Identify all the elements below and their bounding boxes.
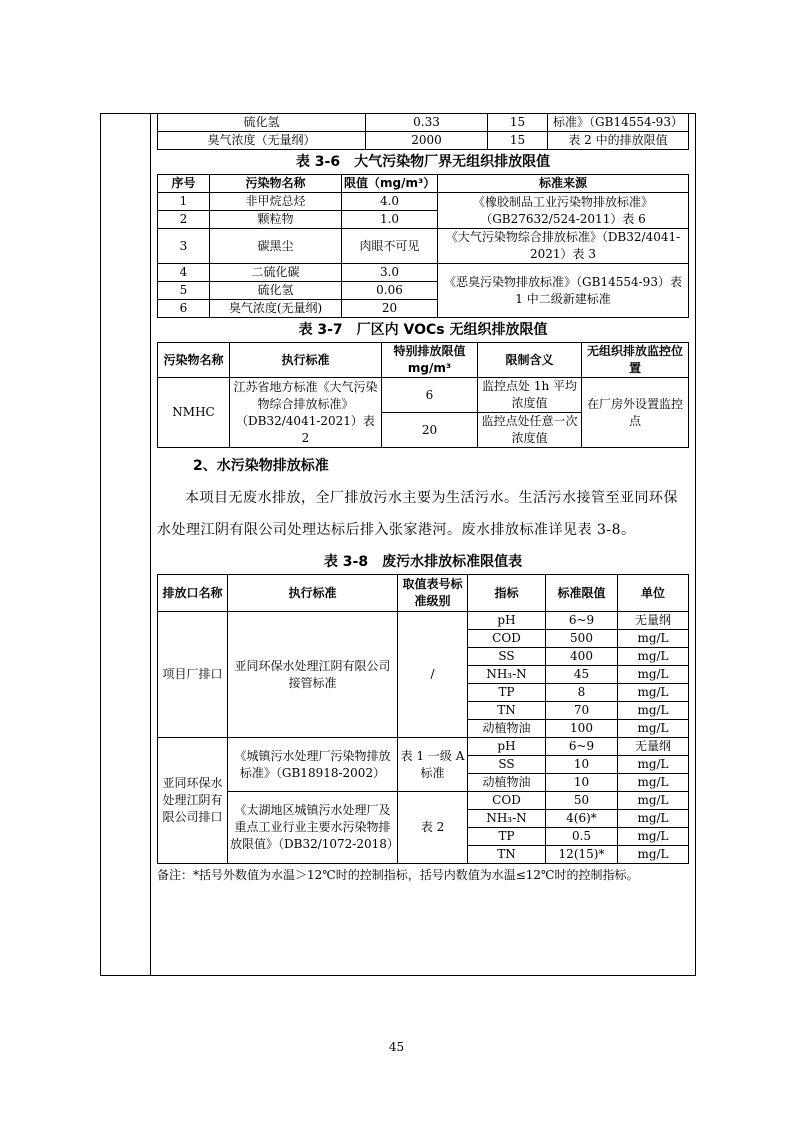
page-number: 45 xyxy=(388,1040,405,1054)
cell: 12(15)* xyxy=(546,846,618,864)
cell: mg/L xyxy=(618,756,689,774)
cell: 10 xyxy=(546,756,618,774)
cell: 臭气浓度(无量纲) xyxy=(210,300,342,318)
table-row xyxy=(158,738,689,756)
cell: 45 xyxy=(546,666,618,684)
cell: TP xyxy=(468,684,546,702)
cell: mg/L xyxy=(618,720,689,738)
cell: 1 xyxy=(158,193,210,211)
cell: pH xyxy=(468,612,546,630)
table-row xyxy=(158,229,689,264)
cell: 肉眼不可见 xyxy=(342,229,438,264)
table-caption: 表 3-7 厂区内 VOCs 无组织排放限值 xyxy=(298,322,548,338)
cell: 6 xyxy=(158,300,210,318)
cell: 4.0 xyxy=(342,193,438,211)
cell: mg/L xyxy=(618,846,689,864)
cell: 表 2 中的排放限值 xyxy=(548,132,689,150)
cell: 动植物油 xyxy=(468,720,546,738)
cell: 监控点处任意一次浓度值 xyxy=(478,413,582,448)
table-row xyxy=(158,114,689,132)
cell: NMHC xyxy=(158,378,230,448)
cell: TN xyxy=(468,702,546,720)
column-header: 特别排放限值 mg/m³ xyxy=(382,343,478,378)
cell: 15 xyxy=(488,132,548,150)
column-header: 标准限值 xyxy=(546,575,618,612)
cell: 江苏省地方标准《大气污染物综合排放标准》（DB32/4041-2021）表 2 xyxy=(230,378,382,448)
table-caption: 表 3-8 废污水排放标准限值表 xyxy=(323,554,523,570)
cell: 20 xyxy=(342,300,438,318)
cell: 400 xyxy=(546,648,618,666)
cell: 标准》（GB14554-93） xyxy=(548,114,689,132)
cell: 0.5 xyxy=(546,828,618,846)
cell: / xyxy=(398,612,468,738)
table-row xyxy=(158,792,689,810)
cell: 碳黑尘 xyxy=(210,229,342,264)
document-content xyxy=(157,113,689,884)
cell: 硫化氢 xyxy=(158,114,366,132)
cell: 4 xyxy=(158,264,210,282)
cell: SS xyxy=(468,756,546,774)
table-continuation xyxy=(157,113,689,150)
cell: mg/L xyxy=(618,792,689,810)
table-3-7 xyxy=(157,342,689,448)
cell: 亚同环保水处理江阴有限公司接管标准 xyxy=(228,612,398,738)
table-row xyxy=(158,378,689,413)
cell: 1.0 xyxy=(342,211,438,229)
cell: 项目厂排口 xyxy=(158,612,228,738)
cell: 6 xyxy=(382,378,478,413)
cell: 50 xyxy=(546,792,618,810)
cell: 无量纲 xyxy=(618,738,689,756)
cell: 3.0 xyxy=(342,264,438,282)
cell: 硫化氢 xyxy=(210,282,342,300)
table-header-row xyxy=(158,575,689,612)
cell: 《橡胶制品工业污染物排放标准》（GB27632/524-2011）表 6 xyxy=(438,193,689,229)
cell: mg/L xyxy=(618,630,689,648)
cell: TN xyxy=(468,846,546,864)
column-header: 单位 xyxy=(618,575,689,612)
table-row xyxy=(158,193,689,211)
cell: 3 xyxy=(158,229,210,264)
cell: 0.33 xyxy=(366,114,488,132)
cell: COD xyxy=(468,792,546,810)
cell: 8 xyxy=(546,684,618,702)
cell: mg/L xyxy=(618,702,689,720)
cell: 4(6)* xyxy=(546,810,618,828)
cell: 《大气污染物综合排放标准》（DB32/4041-2021）表 3 xyxy=(438,229,689,264)
column-header: 限制含义 xyxy=(478,343,582,378)
cell: 15 xyxy=(488,114,548,132)
cell: mg/L xyxy=(618,828,689,846)
column-header: 限值（mg/m³） xyxy=(342,175,438,193)
cell: 100 xyxy=(546,720,618,738)
column-header: 排放口名称 xyxy=(158,575,228,612)
cell: SS xyxy=(468,648,546,666)
cell: mg/L xyxy=(618,810,689,828)
column-header: 指标 xyxy=(468,575,546,612)
cell: mg/L xyxy=(618,684,689,702)
cell: 6~9 xyxy=(546,612,618,630)
column-header: 标准来源 xyxy=(438,175,689,193)
cell: 表 1 一级 A 标准 xyxy=(398,738,468,792)
cell: mg/L xyxy=(618,666,689,684)
table-row xyxy=(158,132,689,150)
body-paragraph: 本项目无废水排放，全厂排放污水主要为生活污水。生活污水接管至亚同环保水处理江阴有限公司处理达标后排入张家港河。废水排放标准详见表 3-8。 xyxy=(157,490,678,538)
column-header: 无组织排放监控位置 xyxy=(582,343,689,378)
column-header: 污染物名称 xyxy=(210,175,342,193)
table-header-row xyxy=(158,175,689,193)
cell: 《太湖地区城镇污水处理厂及重点工业行业主要水污染物排放限值》（DB32/1072-2018） xyxy=(228,792,398,864)
table-row xyxy=(158,264,689,282)
cell: 5 xyxy=(158,282,210,300)
column-header: 序号 xyxy=(158,175,210,193)
cell: 500 xyxy=(546,630,618,648)
cell: 颗粒物 xyxy=(210,211,342,229)
cell: 臭气浓度（无量纲） xyxy=(158,132,366,150)
cell: 10 xyxy=(546,774,618,792)
cell: NH₃-N xyxy=(468,810,546,828)
table-header-row xyxy=(158,343,689,378)
table-caption: 表 3-6 大气污染物厂界无组织排放限值 xyxy=(295,154,551,170)
section-heading: 2、水污染物排放标准 xyxy=(193,458,329,474)
cell: 6~9 xyxy=(546,738,618,756)
cell: TP xyxy=(468,828,546,846)
cell: mg/L xyxy=(618,774,689,792)
cell: 《城镇污水处理厂污染物排放标准》（GB18918-2002） xyxy=(228,738,398,792)
cell: 2000 xyxy=(366,132,488,150)
cell: 0.06 xyxy=(342,282,438,300)
cell: 二硫化碳 xyxy=(210,264,342,282)
cell: 表 2 xyxy=(398,792,468,864)
cell: 无量纲 xyxy=(618,612,689,630)
cell: 非甲烷总烃 xyxy=(210,193,342,211)
table-note: 备注：*括号外数值为水温＞12℃时的控制指标，括号内数值为水温≤12℃时的控制指标。 xyxy=(157,868,639,882)
cell: 20 xyxy=(382,413,478,448)
cell: pH xyxy=(468,738,546,756)
column-header: 取值表号标准级别 xyxy=(398,575,468,612)
cell: 2 xyxy=(158,211,210,229)
table-row xyxy=(158,612,689,630)
column-header: 执行标准 xyxy=(228,575,398,612)
cell: 监控点处 1h 平均浓度值 xyxy=(478,378,582,413)
column-header: 执行标准 xyxy=(230,343,382,378)
column-header: 污染物名称 xyxy=(158,343,230,378)
cell: 《恶臭污染物排放标准》（GB14554-93）表 1 中二级新建标准 xyxy=(438,264,689,318)
cell: mg/L xyxy=(618,648,689,666)
cell: 亚同环保水处理江阴有限公司排口 xyxy=(158,738,228,864)
cell: COD xyxy=(468,630,546,648)
cell: 在厂房外设置监控点 xyxy=(582,378,689,448)
table-3-8 xyxy=(157,574,689,864)
table-3-6 xyxy=(157,174,689,318)
cell: 70 xyxy=(546,702,618,720)
cell: 动植物油 xyxy=(468,774,546,792)
cell: NH₃-N xyxy=(468,666,546,684)
